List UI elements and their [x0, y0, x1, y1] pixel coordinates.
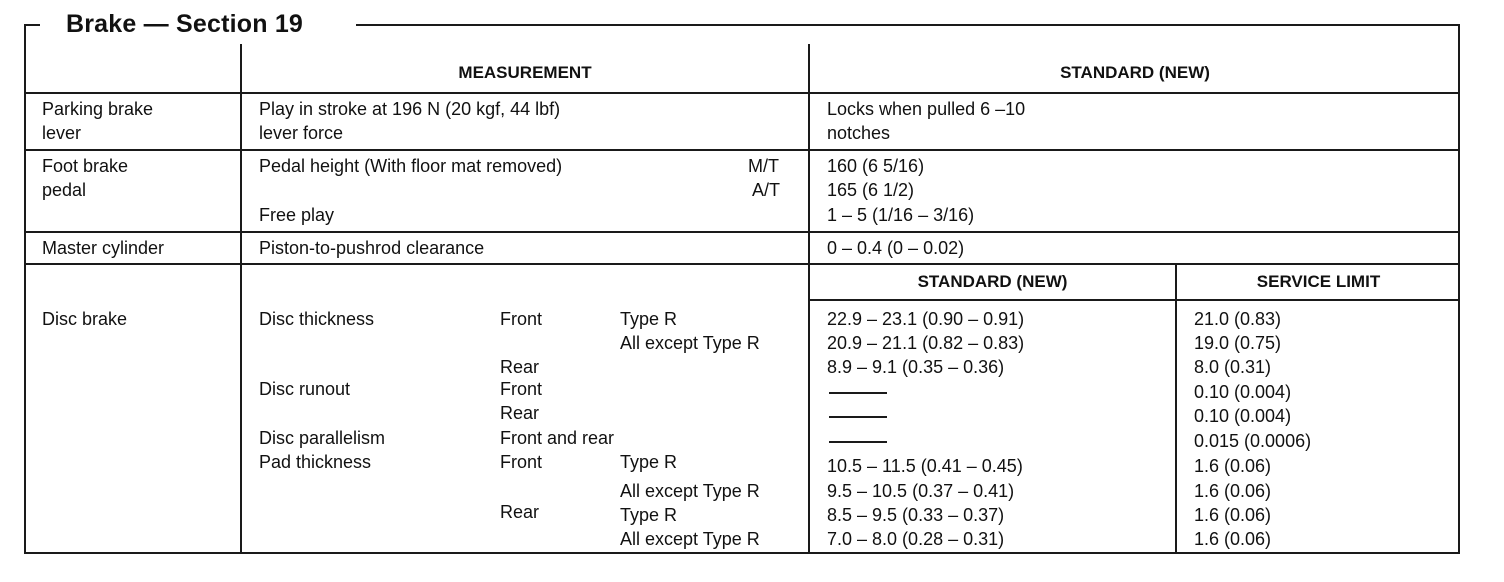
- standard-value: 22.9 – 23.1 (0.90 – 0.91): [827, 309, 1025, 329]
- foot-brake-label: pedal: [42, 180, 87, 200]
- mt-label: M/T: [748, 156, 779, 176]
- measurement-header: MEASUREMENT: [458, 63, 592, 82]
- foot-brake-label: Foot brake: [42, 156, 129, 176]
- not-specified-dash: [829, 392, 887, 394]
- type-label: All except Type R: [620, 333, 760, 353]
- section-title: Brake — Section 19: [66, 10, 304, 38]
- limit-value: 1.6 (0.06): [1194, 456, 1272, 476]
- standard-value: 8.9 – 9.1 (0.35 – 0.36): [827, 357, 1005, 377]
- free-play-value: 1 – 5 (1/16 – 3/16): [827, 205, 975, 225]
- parking-brake-label: Parking brake: [42, 99, 154, 119]
- limit-value: 1.6 (0.06): [1194, 505, 1272, 525]
- parking-brake-standard: Locks when pulled 6 –10: [827, 99, 1026, 119]
- position-label: Front: [500, 452, 543, 472]
- at-value: 165 (6 1/2): [827, 180, 915, 200]
- mt-value: 160 (6 5/16): [827, 156, 925, 176]
- standard-value: 10.5 – 11.5 (0.41 – 0.45): [827, 456, 1023, 476]
- disc-runout-label: Disc runout: [259, 379, 351, 399]
- service-limit-header: SERVICE LIMIT: [1256, 272, 1381, 291]
- column-rule: [808, 44, 810, 554]
- parking-brake-label: lever: [42, 123, 82, 143]
- position-label: Rear: [500, 357, 540, 377]
- disc-parallelism-label: Disc parallelism: [259, 428, 386, 448]
- type-label: Type R: [620, 505, 678, 525]
- master-cylinder-measurement: Piston-to-pushrod clearance: [259, 238, 485, 258]
- free-play-label: Free play: [259, 205, 335, 225]
- limit-value: 19.0 (0.75): [1194, 333, 1282, 353]
- master-cylinder-standard: 0 – 0.4 (0 – 0.02): [827, 238, 965, 258]
- limit-value: 0.10 (0.004): [1194, 382, 1292, 402]
- pad-thickness-label: Pad thickness: [259, 452, 372, 472]
- disc-thickness-label: Disc thickness: [259, 309, 375, 329]
- master-cylinder-label: Master cylinder: [42, 238, 165, 258]
- parking-brake-measurement: Play in stroke at 196 N (20 kgf, 44 lbf): [259, 99, 561, 119]
- position-label: Front: [500, 309, 543, 329]
- disc-header-rule: [809, 299, 1460, 301]
- parking-brake-standard: notches: [827, 123, 891, 143]
- parking-brake-measurement: lever force: [259, 123, 344, 143]
- limit-value: 21.0 (0.83): [1194, 309, 1282, 329]
- position-label: Front: [500, 379, 543, 399]
- limit-value: 0.015 (0.0006): [1194, 431, 1312, 451]
- limit-value: 0.10 (0.004): [1194, 406, 1292, 426]
- column-rule: [1175, 263, 1177, 554]
- standard-value: 20.9 – 21.1 (0.82 – 0.83): [827, 333, 1025, 353]
- type-label: Type R: [620, 452, 678, 472]
- standard-value: 8.5 – 9.5 (0.33 – 0.37): [827, 505, 1005, 525]
- disc-brake-label: Disc brake: [42, 309, 128, 329]
- pedal-height-label: Pedal height (With floor mat removed): [259, 156, 563, 176]
- position-label: Front and rear: [500, 428, 615, 448]
- position-label: Rear: [500, 502, 540, 522]
- not-specified-dash: [829, 416, 887, 418]
- disc-standard-header: STANDARD (NEW): [917, 272, 1068, 291]
- column-rule: [240, 44, 242, 554]
- limit-value: 1.6 (0.06): [1194, 529, 1272, 549]
- limit-value: 1.6 (0.06): [1194, 481, 1272, 501]
- standard-header: STANDARD (NEW): [1060, 63, 1210, 82]
- type-label: Type R: [620, 309, 678, 329]
- type-label: All except Type R: [620, 529, 760, 549]
- position-label: Rear: [500, 403, 540, 423]
- standard-value: 9.5 – 10.5 (0.37 – 0.41): [827, 481, 1015, 501]
- at-label: A/T: [752, 180, 781, 200]
- type-label: All except Type R: [620, 481, 760, 501]
- limit-value: 8.0 (0.31): [1194, 357, 1272, 377]
- standard-value: 7.0 – 8.0 (0.28 – 0.31): [827, 529, 1005, 549]
- not-specified-dash: [829, 441, 887, 443]
